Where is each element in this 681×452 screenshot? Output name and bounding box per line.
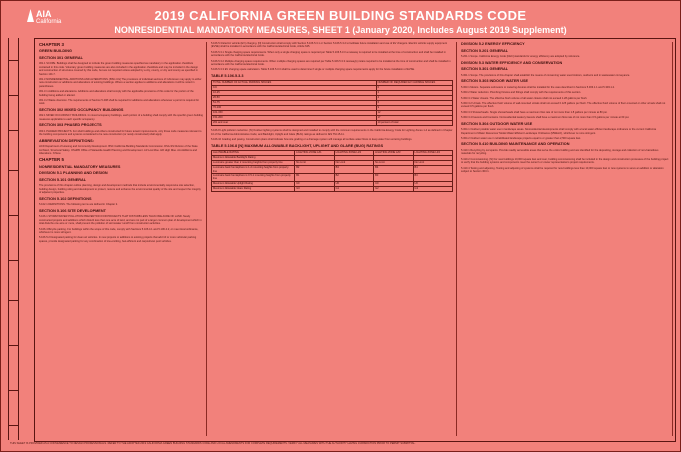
table-cell: LIGHTING ZONE LZ1 <box>294 151 333 155</box>
table-cell: U0 <box>334 182 373 186</box>
table-cell: Maximum Allowable Glare Rating <box>213 186 252 190</box>
section-heading: SECTION 5.301 GENERAL <box>461 67 509 72</box>
table-row <box>212 120 452 125</box>
margin-tick <box>8 300 18 301</box>
margin-tick <box>8 170 18 171</box>
table-cell: 201 and over <box>213 121 229 125</box>
logo-line1: AIA <box>36 9 52 19</box>
section-heading: SECTION 5.410 BUILDING MAINTENANCE AND OPERATION <box>461 142 570 147</box>
table-cell: Luminaire greater than 2 mounting heights from property line <box>213 161 283 165</box>
table-row <box>212 110 452 115</box>
table-row <box>212 85 452 90</box>
chapter-heading: CHAPTER 3 <box>39 42 64 47</box>
code-paragraph: 301.3.2 Waste diversion. The requirements of Section 5.408 shall be required for additions and alterations whenever a permit is required for work. <box>39 99 200 106</box>
code-paragraph: 5.304.2 Outdoor water use in rehabilitated landscape projects equal to or greater than 2,500 square feet. <box>461 137 581 141</box>
code-paragraph: 5.304.1 Outdoor potable water use in landscape areas. Nonresidential developments shall comply with a local water efficient landscape ordinance or the current California Department of Water Resources' Model Water Efficient Landscape Ordinance (MWELO), whichever is more stringent. <box>461 128 657 135</box>
table-cell: 151-200 <box>213 116 223 120</box>
code-paragraph: 5.301.1 Scope. The provisions of this chapter shall establish the means of conserving water used indoors, outdoors and in wastewater conveyance. <box>461 73 631 77</box>
margin-rail-outer <box>8 38 9 440</box>
table-cell: Maximum Allowable Uplight Rating <box>213 181 253 185</box>
table-cell: 10 percent of total <box>376 121 452 125</box>
table-cell: 2 <box>376 91 452 95</box>
section-heading: DIVISION 5.2 ENERGY EFFICIENCY <box>461 42 525 46</box>
table-cell: LIGHTING ZONE LZ4 <box>413 151 452 155</box>
margin-tick <box>8 345 18 346</box>
code-paragraph: 5.410.1 Recycling by occupants. Provide readily accessible areas that serve the entire building and are identified for the depositing, storage and collection of non-hazardous materials for recycling. <box>461 149 659 156</box>
table-cell: 0 <box>376 86 452 90</box>
table-row <box>212 186 452 191</box>
table-cell: 9 <box>376 106 452 110</box>
table-cell: U0 <box>294 182 333 186</box>
text-column-3 <box>458 42 673 436</box>
margin-tick <box>8 260 18 261</box>
section-heading: SECTION 5.106 SITE DEVELOPMENT <box>39 208 106 213</box>
table-cell: B3 <box>413 174 452 181</box>
code-paragraph: 5.106.8 Light pollution reduction. [N] Outdoor lighting systems shall be designed and installed to comply with the minimum requirements in the California Energy Code for Lighting Zones 1-4 as defined in Chapter 10 of the California Administrative Code; and Backlight, Uplight and Glare (BUG) ratings as defined in IES TM-15-11. <box>211 129 453 136</box>
table-cell: No Limit <box>334 161 373 165</box>
code-paragraph: 5.410.2 Commissioning. [N] For new buildings 10,000 square feet and over, building commissioning shall be included in the design and construction processes of the building project to verify that the building systems and components meet the owner's or owner representative's project requirements. <box>461 157 669 165</box>
code-paragraph: 301.1 SCOPE. Buildings shall be designed to include the green building measures specified as mandatory in the application checklists contained in this code. Voluntary green building measures are also included in the application checklists and may be included in the design and construction of structures covered by this code, but are not required unless adopted by a city, county, or city and county as specified in Section 101.7. <box>39 62 199 76</box>
section-heading: DIVISION 5.1 PLANNING AND DESIGN <box>39 171 108 176</box>
table-cell: 6 <box>376 101 452 105</box>
table-cell: TOTAL NUMBER OF ACTUAL PARKING SPACES <box>213 81 272 85</box>
table-cell: LIGHTING ZONE LZ2 <box>334 151 373 155</box>
table-cell <box>294 156 333 160</box>
table-cell: B3 <box>373 174 412 181</box>
section-heading: SECTION 5.201 GENERAL <box>461 48 509 53</box>
code-paragraph: 5.303.3.1 Water closets. The effective flush volume of all water closets shall not exceed 1.28 gallons per flush. <box>461 96 588 100</box>
table-header-row <box>212 81 452 85</box>
section-heading: DIVISION 5.3 WATER EFFICIENCY AND CONSERVATION <box>461 60 563 65</box>
code-paragraph: 5.106.5.3.3 EV charging space calculation. Table 5.106.5.3.3 shall be used to determine if single or multiple charging space requirements apply for the future installation of EVSE. <box>211 68 415 72</box>
section-heading: TABLE 5.106.5.3.3 <box>211 73 244 78</box>
code-paragraph: 301.3.1 Additions and alterations. Additions and alterations shall comply with the applicable provisions of this code for the portion of the building being added or altered. <box>39 90 194 97</box>
table-cell: 12 <box>376 111 452 115</box>
code-paragraph: 5.102.1 DEFINITIONS. The following terms are defined in Chapter 2. <box>39 203 118 207</box>
table-cell: B1 <box>294 174 333 181</box>
sheet-footer-note: THIS SHEET IS PROVIDED AS A CONVENIENCE TO DESIGN PROFESSIONALS. REFER TO THE ADOPTED 2019 CALIFORNIA GREEN BUILDING STANDARDS CODE AND LOCAL AMENDMENTS FOR COMPLETE REQUIREMENTS. VERIFY ALL MEASURES WITH THE AUTHORITY HAVING JURISDICTION PRIOR TO PERMIT SUBMITTAL. <box>10 442 416 445</box>
margin-tick <box>8 95 18 96</box>
table-cell <box>334 156 373 160</box>
table-row <box>212 155 452 160</box>
table-cell: G0 <box>294 187 333 191</box>
section-heading: TABLE 5.106.8 [N] MAXIMUM ALLOWABLE BACKLIGHT, UPLIGHT AND GLARE (BUG) RATINGS <box>211 143 384 148</box>
text-column-1 <box>36 42 207 436</box>
table-header-row <box>212 151 452 155</box>
section-heading: NONRESIDENTIAL MANDATORY MEASURES <box>39 164 121 169</box>
margin-tick <box>8 130 18 131</box>
table-cell: 26-50 <box>213 96 220 100</box>
code-paragraph: 5.106.10 Grading and paving. Construction plans shall indicate how site grading or a drainage system will manage all surface water flows to keep water from entering buildings. <box>211 138 413 142</box>
table-cell: B4 <box>413 166 452 173</box>
code-paragraph: 5.201.1 Scope. California Energy Code [CEC] standards for energy efficiency are adopted by reference. <box>461 55 581 59</box>
table-row <box>212 181 452 186</box>
table-cell: B2 <box>334 174 373 181</box>
code-table <box>211 150 453 192</box>
code-paragraph: 5.410.4 Testing and adjusting. Testing and adjusting of systems shall be required for new buildings less than 10,000 square feet or new systems to serve an addition or alteration subject to Section 303.1. <box>461 166 664 174</box>
table-cell: G1 <box>334 187 373 191</box>
section-heading: SECTION 303 PHASED PROJECTS <box>39 123 102 128</box>
code-paragraph: 5.303.3.3 Showerheads. Single showerheads shall have a maximum flow rate of not more than 1.8 gallons per minute at 80 psi. <box>461 110 608 114</box>
code-paragraph: The provisions of this chapter outline planning, design and development methods that include environmentally responsive site selection, building design, building siting and development to protect, restore and enhance the environmental quality of the site and respect the integrity of adjacent properties. <box>39 184 201 195</box>
table-row <box>212 173 452 181</box>
table-cell: ALLOWABLE RATING <box>213 151 239 155</box>
table-cell: 51-75 <box>213 101 220 105</box>
code-paragraph: 5.106.5.3.2 Multiple charging space requirements. When multiple charging spaces are required per Table 5.106.5.3.3 raceway(s) is/are required to be installed at the time of construction and shall be installed in accordance with the California Electrical Code. <box>211 59 451 67</box>
section-heading: SECTION 5.102 DEFINITIONS <box>39 196 92 201</box>
table-cell: 17 <box>376 116 452 120</box>
code-paragraph: 5.106.5.3.1 Single charging space requirements. When only a single charging space is required per Table 5.106.5.3.3 a raceway is required to be installed at the time of construction and shall be installed in accordance with the California Electrical Code. <box>211 50 446 58</box>
table-row <box>212 100 452 105</box>
logo-line2: California <box>36 19 62 25</box>
table-cell: 76-100 <box>213 106 222 110</box>
table-cell: Luminaire back hemisphere is 1-2 mounting heights from property line <box>213 166 289 173</box>
table-cell: No Limit <box>373 161 412 165</box>
margin-rail-inner <box>18 38 19 440</box>
table-cell: B3 <box>334 166 373 173</box>
table-cell: 0-9 <box>213 86 217 90</box>
code-paragraph: 5.106.5.2 Designated parking for clean air vehicles. In new projects or additions to existing projects that add 10 or more vehicular parking spaces, provide designated parking for any combination of low-emitting, fuel-efficient and carpool/van pool vehicles. <box>39 236 197 243</box>
code-paragraph: 5.106.4 Bicycle parking. For buildings within the scope of this code, comply with Sections 5.106.4.1 and 5.106.4.2; or meet local ordinance, whichever is more stringent. <box>39 227 199 234</box>
table-cell: B4 <box>373 166 412 173</box>
table-cell: Luminaire back hemisphere is 0.5-1 mounting heights from property line <box>213 174 291 181</box>
code-paragraph: 5.303.3.4 Faucets and fountains. Nonresidential lavatory faucets shall have a maximum flow rate of not more than 0.5 gallons per minute at 60 psi. <box>461 116 630 120</box>
table-row <box>212 95 452 100</box>
section-heading: SECTION 301 GENERAL <box>39 55 83 60</box>
table-cell: 4 <box>376 96 452 100</box>
code-paragraph: HCD Department of Housing and Community Development. BSC California Building Standards Commission. DSA-SS Division of the State Architect, Structural Safety. OSHPD Office of Statewide Health Planning and Development. LR Low Rise. HR High Rise. AA Additions and Alterations. N New. <box>39 145 198 156</box>
table-cell: U0 <box>373 182 412 186</box>
code-paragraph: 302.1 MIXED OCCUPANCY BUILDINGS. In mixed occupancy buildings, each portion of a building shall comply with the specific green building measures applicable to each specific occupancy. <box>39 114 203 121</box>
table-cell: B2 <box>294 166 333 173</box>
table-cell: No Limit <box>294 161 333 165</box>
table-cell: No Limit <box>413 161 452 165</box>
table-cell: G3 <box>413 187 452 191</box>
table-row <box>212 115 452 120</box>
table-cell: 10-25 <box>213 91 220 95</box>
table-cell <box>413 156 452 160</box>
code-paragraph: 5.106.5.3 Electric vehicle (EV) charging. [N] Construction shall comply with Section 5.106.5.3.1 or Section 5.106.5.3.2 to facilitate future installation and use of EV chargers. Electric vehicle supply equipment (EVSE) shall be installed in accordance with the California Electrical Code, Article 625. <box>211 42 448 49</box>
section-heading: SECTION 5.303 INDOOR WATER USE <box>461 79 529 84</box>
sheet-subtitle: NONRESIDENTIAL MANDATORY MEASURES, SHEET 1 (January 2020, Includes August 2019 Supplement) <box>114 25 567 35</box>
table-cell: LIGHTING ZONE LZ3 <box>373 151 412 155</box>
section-heading: SECTION 5.304 OUTDOOR WATER USE <box>461 121 533 126</box>
table-row <box>212 105 452 110</box>
sheet-title: 2019 CALIFORNIA GREEN BUILDING STANDARDS CODE <box>154 8 527 23</box>
margin-tick <box>8 425 18 426</box>
table-cell <box>373 156 412 160</box>
section-heading: GREEN BUILDING <box>39 49 72 54</box>
margin-tick <box>8 215 18 216</box>
section-heading: SECTION 302 MIXED OCCUPANCY BUILDINGS <box>39 107 124 112</box>
text-column-2 <box>208 42 457 436</box>
table-row <box>212 90 452 95</box>
margin-tick <box>8 390 18 391</box>
chapter-heading: CHAPTER 5 <box>39 157 64 163</box>
table-cell: G2 <box>373 187 412 191</box>
code-paragraph: 301.3 NONRESIDENTIAL ADDITIONS AND ALTERATIONS. [BSC-CG] The provisions of individual sections of CALGreen may apply to either new construction or additions and alterations of existing buildings. Where a section applies to additions and alterations it will be noted in parentheses. <box>39 78 202 88</box>
code-table <box>211 80 453 126</box>
table-cell: U0 <box>413 182 452 186</box>
table-cell: NUMBER OF REQUIRED EV CAPABLE SPACES <box>376 81 452 85</box>
code-paragraph: 5.303.3.2 Urinals. The effective flush volume of wall-mounted urinals shall not exceed 0.125 gallons per flush. The effective flush volume of floor-mounted or other urinals shall not exceed 0.5 gallons per flush. <box>461 102 666 109</box>
code-paragraph: 5.303.2 Water reduction. Plumbing fixtures and fittings shall comply with the requirements of this section. <box>461 91 581 95</box>
code-paragraph: 303.1 PHASED PROJECTS. For shell buildings and others constructed for future tenant improvements, only those code measures relevant to the building components and systems considered to be new construction (or newly constructed) shall apply. <box>39 129 202 137</box>
table-cell: 101-150 <box>213 111 223 115</box>
code-paragraph: 5.106.1 STORM WATER POLLUTION PREVENTION FOR PROJECTS THAT DISTURB LESS THAN ONE ACRE OF LAND. Newly constructed projects and additions which disturb less than one acre of land, and are not part of a larger common plan of development which in total disturbs one acre or more, shall prevent the pollution of stormwater runoff from construction activities. <box>39 215 202 226</box>
section-heading: SECTION 5.101 GENERAL <box>39 177 87 182</box>
code-paragraph: 5.303.1 Meters. Separate submeters or metering devices shall be installed for the uses described in Sections 5.303.1.1 and 5.303.1.2. <box>461 85 615 89</box>
table-row <box>212 165 452 173</box>
section-heading: ABBREVIATION DEFINITIONS: <box>39 138 94 143</box>
table-row <box>212 160 452 165</box>
table-cell: Maximum Allowable Backlight Rating <box>213 156 256 160</box>
margin-tick <box>8 60 18 61</box>
